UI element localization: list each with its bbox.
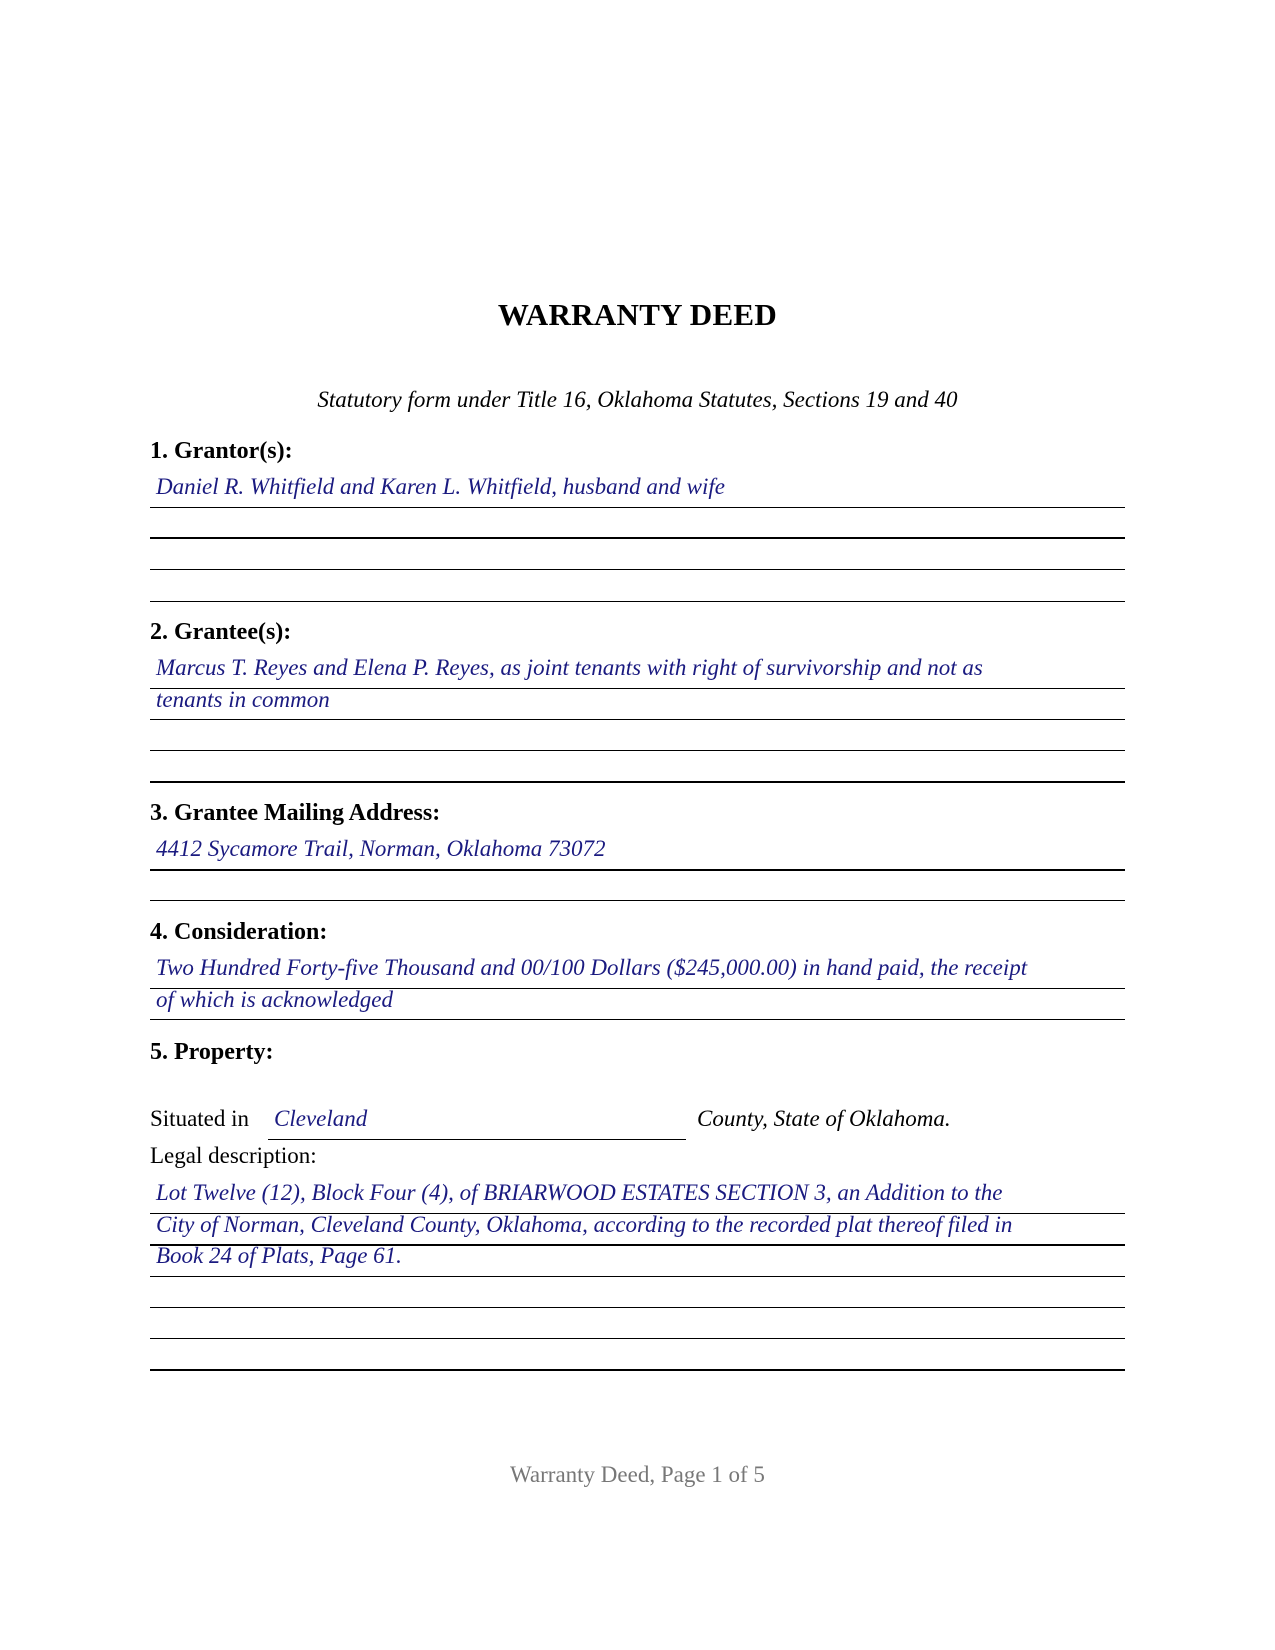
- grantee-rule-4: [150, 781, 1125, 783]
- grantee-heading: 2. Grantee(s):: [150, 619, 292, 645]
- grantor-rule-4: [150, 601, 1125, 602]
- mailing-address-rule-2: [150, 900, 1125, 901]
- grantor-rule-1: [150, 507, 1125, 508]
- consideration-rule-2: [150, 1019, 1125, 1020]
- grantor-heading: 1. Grantor(s):: [150, 438, 293, 464]
- grantee-line-1: Marcus T. Reyes and Elena P. Reyes, as joint tenants with right of survivorship and not as: [156, 655, 983, 680]
- grantor-line-1: Daniel R. Whitfield and Karen L. Whitfield, husband and wife: [156, 474, 726, 499]
- situated-label: Situated in: [150, 1106, 250, 1131]
- grantee-line-2: tenants in common: [156, 687, 330, 712]
- legal-rule-6: [150, 1369, 1125, 1371]
- grantor-rule-3: [150, 569, 1125, 570]
- property-heading: 5. Property:: [150, 1039, 274, 1065]
- consideration-heading: 4. Consideration:: [150, 919, 328, 945]
- document-title: WARRANTY DEED: [497, 297, 778, 332]
- consideration-line-1: Two Hundred Forty-five Thousand and 00/100 Dollars ($245,000.00) in hand paid, the receipt: [156, 955, 1028, 980]
- mailing-address-line-1: 4412 Sycamore Trail, Norman, Oklahoma 73072: [156, 836, 606, 861]
- mailing-address-heading: 3. Grantee Mailing Address:: [150, 800, 441, 826]
- legal-line-1: Lot Twelve (12), Block Four (4), of BRIARWOOD ESTATES SECTION 3, an Addition to the: [156, 1180, 1003, 1205]
- legal-rule-3: [150, 1276, 1125, 1277]
- county-value: Cleveland: [274, 1106, 368, 1131]
- county-suffix: County, State of Oklahoma.: [697, 1106, 951, 1131]
- grantor-rule-2: [150, 537, 1125, 539]
- grantee-rule-3: [150, 750, 1125, 751]
- legal-description-label: Legal description:: [150, 1143, 317, 1168]
- document-subtitle: Statutory form under Title 16, Oklahoma Statutes, Sections 19 and 40: [317, 387, 958, 412]
- legal-rule-4: [150, 1307, 1125, 1308]
- legal-line-2: City of Norman, Cleveland County, Oklahoma, according to the recorded plat thereof filed in: [156, 1212, 1013, 1237]
- consideration-line-2: of which is acknowledged: [156, 987, 393, 1012]
- grantee-rule-2: [150, 719, 1125, 720]
- page-footer: Warranty Deed, Page 1 of 5: [510, 1462, 765, 1487]
- legal-line-3: Book 24 of Plats, Page 61.: [156, 1243, 402, 1268]
- county-rule: [268, 1139, 686, 1140]
- mailing-address-rule-1: [150, 869, 1125, 871]
- legal-rule-5: [150, 1338, 1125, 1339]
